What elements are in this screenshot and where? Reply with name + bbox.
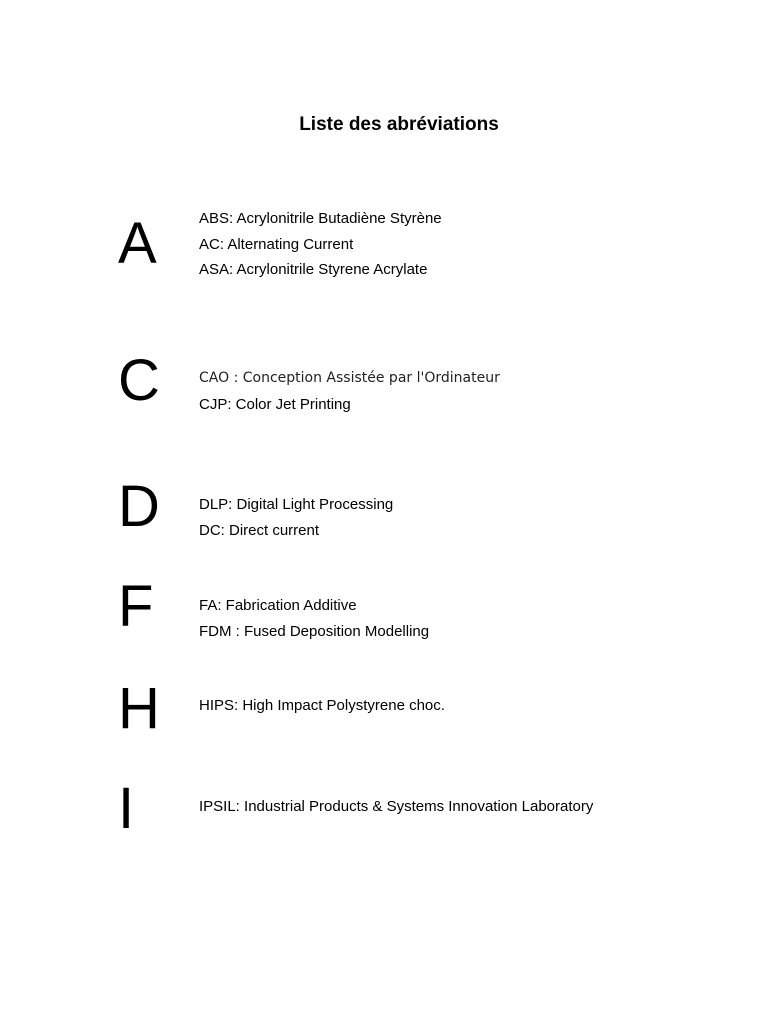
section-letter-i: I [118,776,135,841]
abbreviation-entry: IPSIL: Industrial Products & Systems Innovation Laboratory [199,798,594,815]
abbreviation-entry: ASA: Acrylonitrile Styrene Acrylate [199,261,428,278]
section-entries-d [199,492,393,543]
section-entries-i [199,794,593,820]
abbreviation-entry: DC: Direct current [199,521,320,539]
section-entries-f [199,593,429,644]
page-title: Liste des abréviations [299,114,499,135]
section-entries-a [199,206,442,283]
section-entries-c [199,366,500,417]
abbreviation-entry: CAO : Conception Assistée par l'Ordinateur [199,370,500,386]
abbreviation-entry: ABS: Acrylonitrile Butadiène Styrène [199,210,442,227]
abbreviation-entry: FA: Fabrication Additive [199,597,357,614]
section-letter-c: C [118,348,160,413]
abbreviation-entry: DLP: Digital Light Processing [199,496,394,513]
abbreviation-entry: HIPS: High Impact Polystyrene choc. [199,697,445,714]
section-letter-a: A [118,211,157,276]
abbreviation-entry: AC: Alternating Current [199,235,354,253]
section-letter-f: F [118,574,154,639]
abbreviation-entry: FDM : Fused Deposition Modelling [199,622,430,640]
section-entries-h [199,693,445,719]
abbreviation-entry: CJP: Color Jet Printing [199,395,351,413]
section-letter-d: D [118,474,160,539]
section-letter-h: H [118,676,160,741]
